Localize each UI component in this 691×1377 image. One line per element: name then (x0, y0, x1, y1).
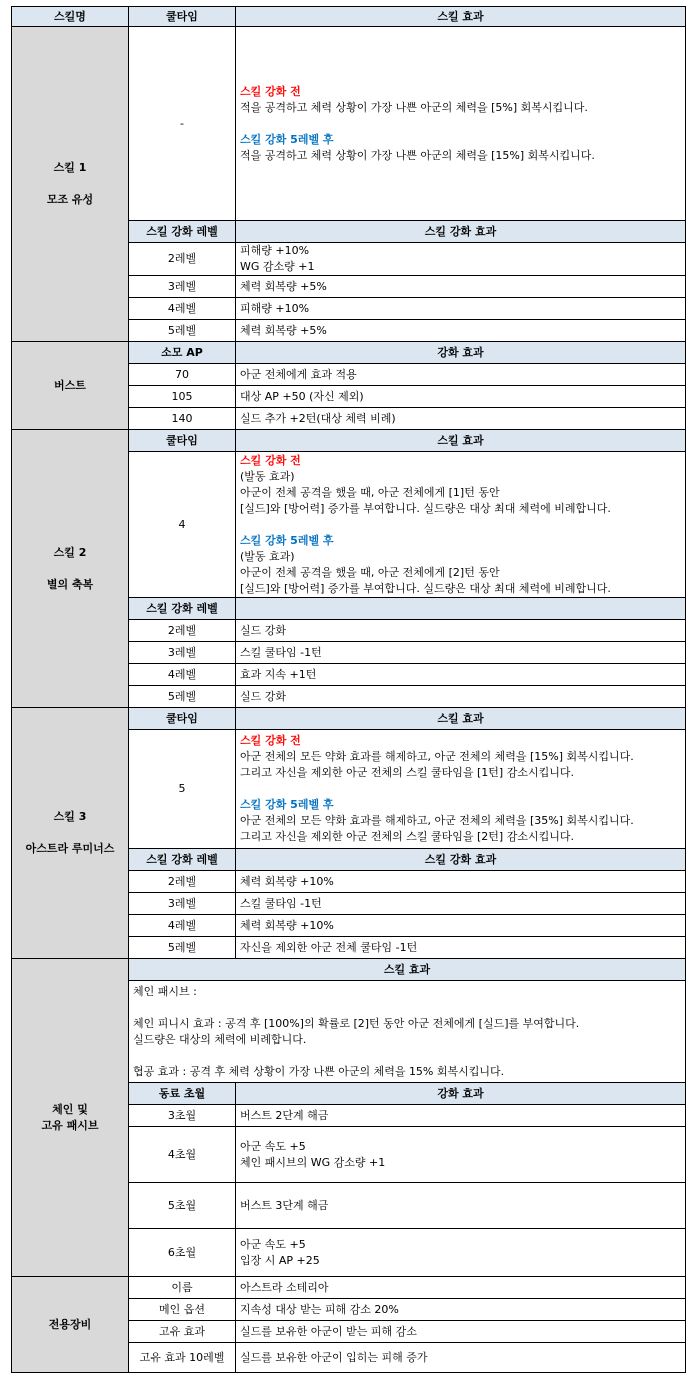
skill2-label-line2: 별의 축복 (46, 577, 94, 591)
skill1-upgrade-effect: 피해량 +10% (236, 298, 686, 320)
skill3-after-title: 스킬 강화 5레벨 후 (240, 798, 334, 811)
gear-key: 고유 효과 10레벨 (129, 1343, 236, 1373)
burst-ap: 140 (129, 408, 236, 430)
burst-effect: 아군 전체에게 효과 적용 (236, 364, 686, 386)
header-skill-effect: 스킬 효과 (236, 7, 686, 27)
skill3-cooldown: 5 (129, 730, 236, 849)
chain-transcend-level: 5초월 (129, 1183, 236, 1229)
skill3-upgrade-level: 5레벨 (129, 937, 236, 959)
gear-key: 메인 옵션 (129, 1299, 236, 1321)
chain-transcend-effect (236, 1127, 686, 1183)
skill2-before-title: 스킬 강화 전 (240, 453, 301, 467)
skill1-before-text: 적을 공격하고 체력 상황이 가장 나쁜 아군의 체력을 [5%] 회복시킵니다. (240, 100, 588, 114)
skill2-upgrade-level: 4레벨 (129, 664, 236, 686)
skill2-cooldown: 4 (129, 452, 236, 598)
header-cooldown: 쿨타임 (129, 7, 236, 27)
chain-label-line1: 체인 및 (52, 1102, 88, 1116)
skill3-header-effect: 스킬 효과 (236, 708, 686, 730)
burst-header-effect: 강화 효과 (236, 342, 686, 364)
header-skill-name: 스킬명 (12, 7, 129, 27)
skill1-upgrade-level: 5레벨 (129, 320, 236, 342)
skill2-upgrade-effect: 실드 강화 (236, 686, 686, 708)
chain-header-effect: 스킬 효과 (129, 959, 686, 981)
chain-header-level: 동료 초월 (129, 1083, 236, 1105)
skill3-effect (236, 730, 686, 849)
skill1-cooldown: - (129, 27, 236, 221)
skill2-upgrade-header-effect (236, 598, 686, 620)
skill2-after-line: (발동 효과) (240, 549, 295, 563)
chain-transcend-effect (236, 1229, 686, 1277)
chain-transcend-effect: 버스트 2단계 해금 (236, 1105, 686, 1127)
skill2-upgrade-level: 5레벨 (129, 686, 236, 708)
chain-transcend-effect-line: 아군 속도 +5 (240, 1139, 306, 1153)
skill3-upgrade-header-effect: 스킬 강화 효과 (236, 849, 686, 871)
skill2-after-title: 스킬 강화 5레벨 후 (240, 533, 334, 547)
chain-transcend-effect-line: 체인 패시브의 WG 감소량 +1 (240, 1155, 386, 1169)
skill1-label-line2: 모조 유성 (46, 193, 94, 206)
skill3-before-title: 스킬 강화 전 (240, 734, 301, 747)
chain-transcend-level: 6초월 (129, 1229, 236, 1277)
chain-effect-line: 실드량은 대상의 체력에 비례합니다. (133, 1032, 307, 1046)
skill2-upgrade-effect: 스킬 쿨타임 -1턴 (236, 642, 686, 664)
skill1-after-title: 스킬 강화 5레벨 후 (240, 132, 334, 146)
burst-effect: 대상 AP +50 (자신 제외) (236, 386, 686, 408)
skill1-upgrade-header-level: 스킬 강화 레벨 (129, 221, 236, 243)
skill3-upgrade-level: 3레벨 (129, 893, 236, 915)
skill3-after-line: 아군 전체의 모든 약화 효과를 해제하고, 아군 전체의 체력을 [35%] 회복시킵니다. (240, 814, 634, 827)
skill2-label-line1: 스킬 2 (53, 545, 87, 559)
burst-ap: 70 (129, 364, 236, 386)
gear-value: 실드를 보유한 아군이 입히는 피해 증가 (236, 1343, 686, 1373)
skill3-label (12, 708, 129, 959)
skill2-upgrade-header-level: 스킬 강화 레벨 (129, 598, 236, 620)
chain-transcend-effect-line: 아군 속도 +5 (240, 1237, 306, 1251)
skill2-after-line: [실드]와 [방어력] 증가를 부여합니다. 실드량은 대상 최대 체력에 비례합니다. (240, 581, 611, 595)
skill3-label-line2: 아스트라 루미너스 (25, 842, 115, 855)
skill2-upgrade-level: 2레벨 (129, 620, 236, 642)
gear-key: 이름 (129, 1277, 236, 1299)
skill1-after-text: 적을 공격하고 체력 상황이 가장 나쁜 아군의 체력을 [15%] 회복시킵니다. (240, 148, 595, 162)
skill2-upgrade-level: 3레벨 (129, 642, 236, 664)
skill2-header-cooldown: 쿨타임 (129, 430, 236, 452)
skill3-before-line: 그리고 자신을 제외한 아군 전체의 스킬 쿨타임을 [1턴] 감소시킵니다. (240, 766, 574, 779)
chain-transcend-level: 4초월 (129, 1127, 236, 1183)
skill1-upgrade-level: 2레벨 (129, 243, 236, 276)
skill1-upgrade-effect: 체력 회복량 +5% (236, 276, 686, 298)
chain-effect-line: 협공 효과 : 공격 후 체력 상황이 가장 나쁜 아군의 체력을 15% 회복시킵니다. (133, 1064, 505, 1078)
skill1-before-title: 스킬 강화 전 (240, 84, 301, 98)
gear-key: 고유 효과 (129, 1321, 236, 1343)
skill3-upgrade-level: 4레벨 (129, 915, 236, 937)
skill1-upgrade-header-effect: 스킬 강화 효과 (236, 221, 686, 243)
skill1-upgrade-effect-line: 피해량 +10% (240, 244, 310, 257)
gear-value: 실드를 보유한 아군이 받는 피해 감소 (236, 1321, 686, 1343)
chain-header-upgrade: 강화 효과 (236, 1083, 686, 1105)
burst-ap: 105 (129, 386, 236, 408)
skill3-label-line1: 스킬 3 (53, 810, 87, 823)
chain-effect-line: 체인 피니시 효과 : 공격 후 [100%]의 확률로 [2]턴 동안 아군 전체에게 [실드]를 부여합니다. (133, 1016, 580, 1030)
skill2-header-effect: 스킬 효과 (236, 430, 686, 452)
skill-table (11, 6, 686, 1373)
skill2-upgrade-effect: 효과 지속 +1턴 (236, 664, 686, 686)
skill3-upgrade-effect: 체력 회복량 +10% (236, 871, 686, 893)
chain-label (12, 959, 129, 1277)
skill3-header-cooldown: 쿨타임 (129, 708, 236, 730)
burst-header-ap: 소모 AP (129, 342, 236, 364)
skill2-before-line: [실드]와 [방어력] 증가를 부여합니다. 실드량은 대상 최대 체력에 비례합니다. (240, 501, 611, 515)
burst-effect: 실드 추가 +2턴(대상 체력 비례) (236, 408, 686, 430)
chain-effect-line: 체인 패시브 : (133, 984, 197, 998)
chain-effect (129, 981, 686, 1083)
chain-transcend-effect-line: 입장 시 AP +25 (240, 1253, 320, 1267)
skill2-upgrade-effect: 실드 강화 (236, 620, 686, 642)
chain-transcend-effect: 버스트 3단계 해금 (236, 1183, 686, 1229)
skill1-upgrade-level: 4레벨 (129, 298, 236, 320)
skill3-upgrade-effect: 체력 회복량 +10% (236, 915, 686, 937)
gear-value: 지속성 대상 받는 피해 감소 20% (236, 1299, 686, 1321)
burst-label: 버스트 (12, 342, 129, 430)
skill2-before-line: 아군이 전체 공격을 했을 때, 아군 전체에게 [1]턴 동안 (240, 485, 500, 499)
skill3-upgrade-header-level: 스킬 강화 레벨 (129, 849, 236, 871)
skill1-upgrade-level: 3레벨 (129, 276, 236, 298)
skill2-after-line: 아군이 전체 공격을 했을 때, 아군 전체에게 [2]턴 동안 (240, 565, 500, 579)
skill1-label (12, 27, 129, 342)
skill1-upgrade-effect-line: WG 감소량 +1 (240, 260, 315, 273)
skill1-upgrade-effect: 체력 회복량 +5% (236, 320, 686, 342)
skill3-upgrade-effect: 자신을 제외한 아군 전체 쿨타임 -1턴 (236, 937, 686, 959)
skill2-label (12, 430, 129, 708)
skill1-label-line1: 스킬 1 (53, 161, 87, 174)
chain-label-line2: 고유 패시브 (41, 1118, 99, 1132)
skill2-effect (236, 452, 686, 598)
skill1-effect (236, 27, 686, 221)
skill3-after-line: 그리고 자신을 제외한 아군 전체의 스킬 쿨타임을 [2턴] 감소시킵니다. (240, 830, 574, 843)
gear-value: 아스트라 소테리아 (236, 1277, 686, 1299)
skill3-upgrade-level: 2레벨 (129, 871, 236, 893)
skill3-before-line: 아군 전체의 모든 약화 효과를 해제하고, 아군 전체의 체력을 [15%] 회복시킵니다. (240, 750, 634, 763)
gear-label: 전용장비 (12, 1277, 129, 1373)
skill3-upgrade-effect: 스킬 쿨타임 -1턴 (236, 893, 686, 915)
skill2-before-line: (발동 효과) (240, 469, 295, 483)
skill1-upgrade-effect (236, 243, 686, 276)
chain-transcend-level: 3초월 (129, 1105, 236, 1127)
